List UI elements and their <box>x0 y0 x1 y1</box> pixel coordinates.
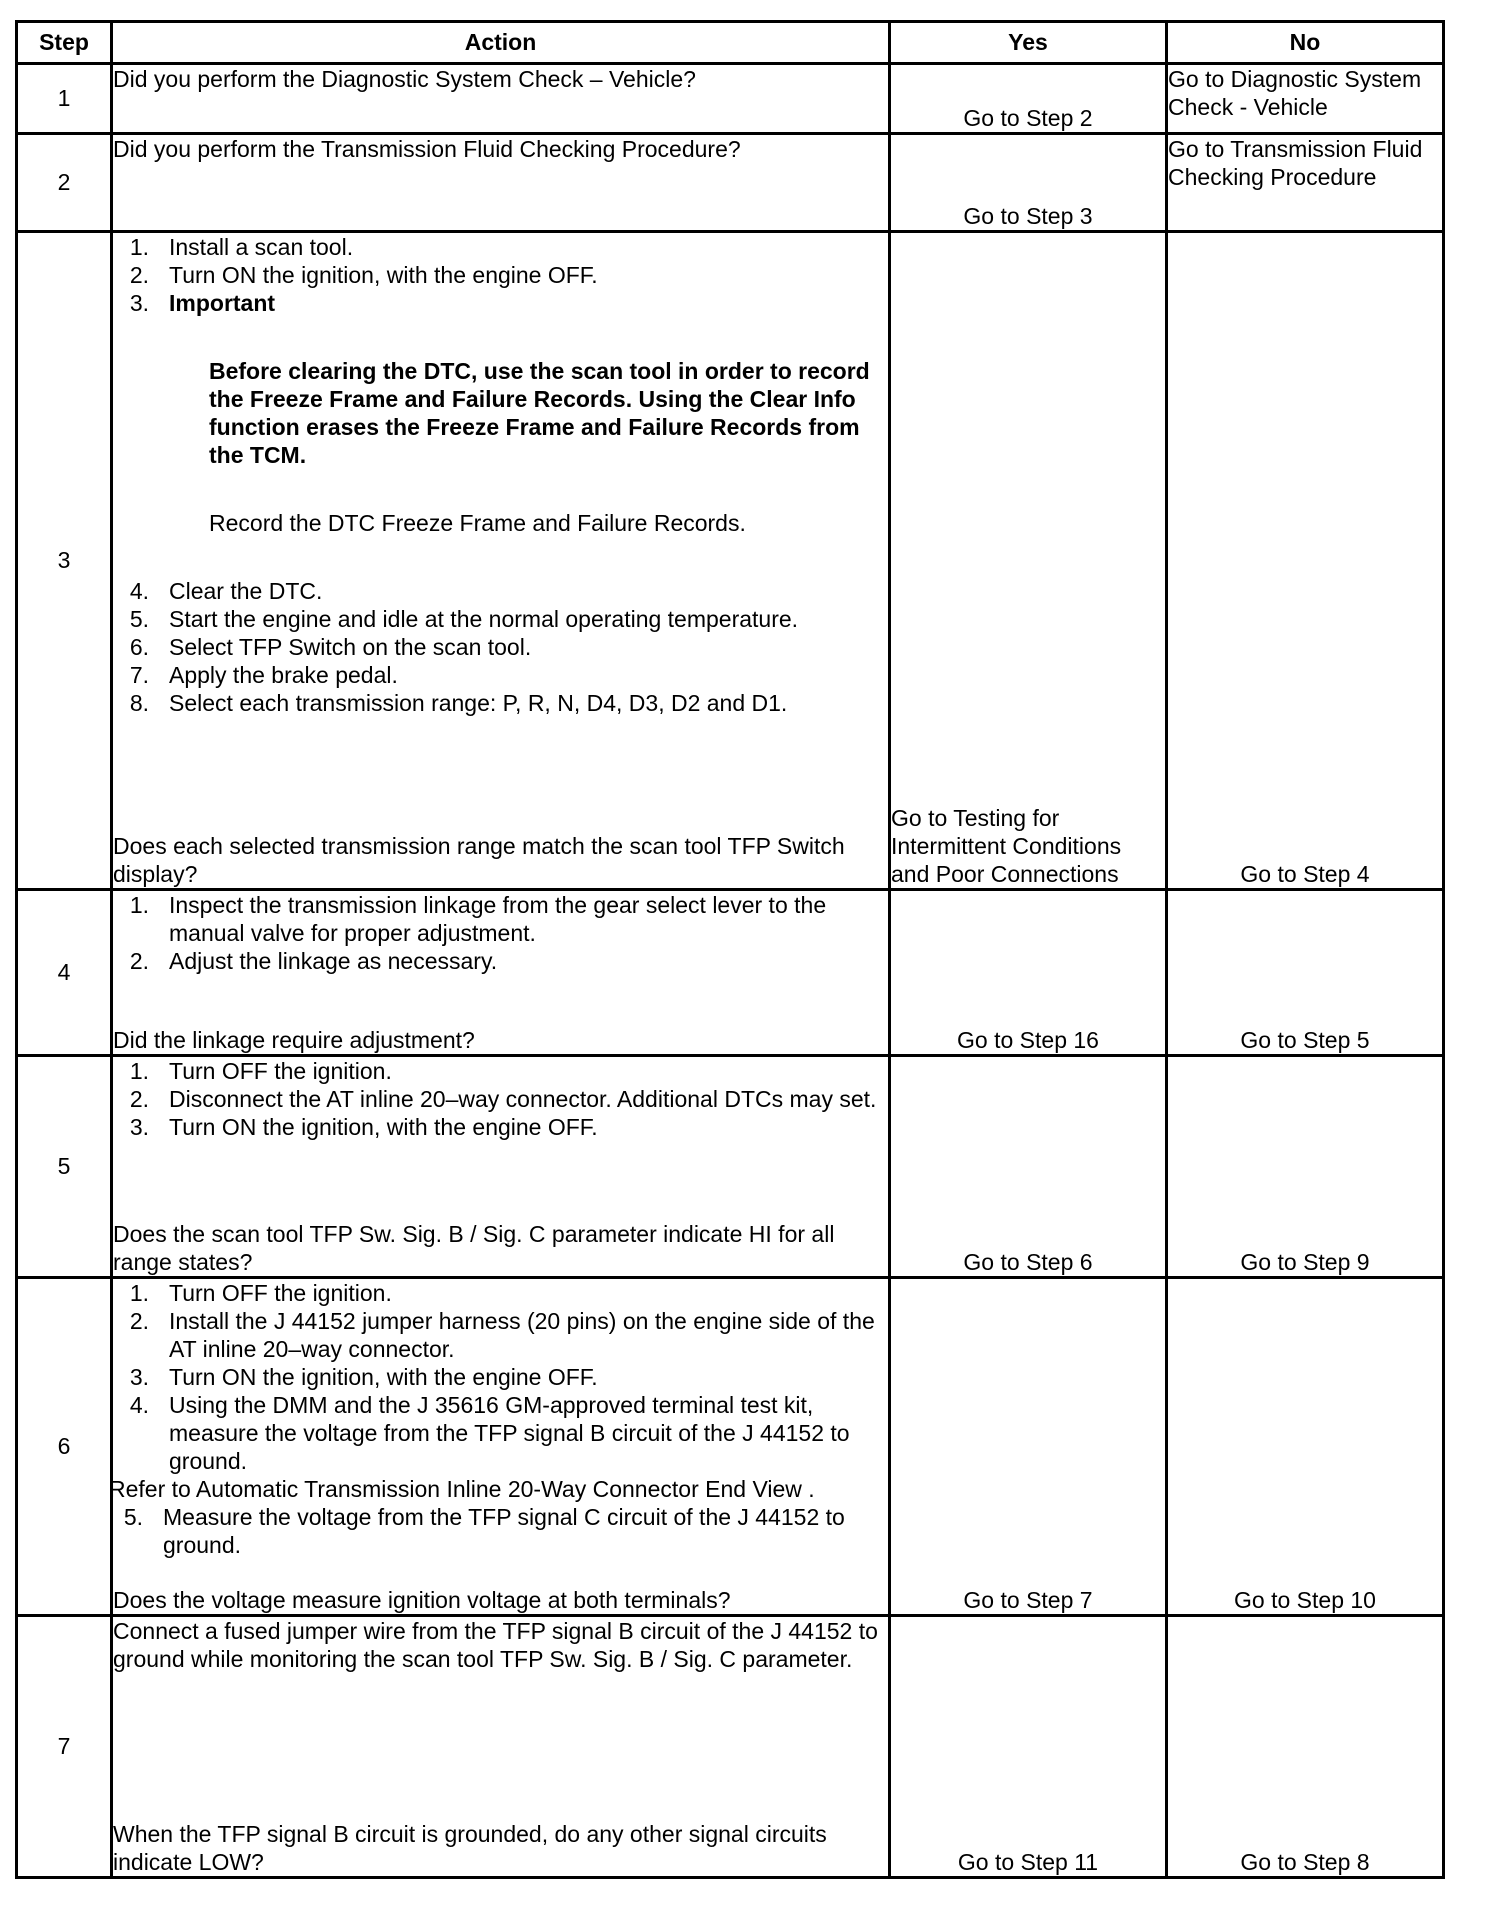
yes-cell: Go to Step 2 <box>890 64 1167 134</box>
header-action: Action <box>112 22 890 64</box>
action-cell <box>112 134 890 232</box>
action-steps <box>113 1279 888 1475</box>
action-steps <box>113 1057 888 1141</box>
action-cell <box>112 1056 890 1278</box>
yes-cell: Go to Step 7 <box>890 1278 1167 1616</box>
action-question: Does each selected transmission range match the scan tool TFP Switch display? <box>113 833 845 887</box>
action-question: Did you perform the Diagnostic System Check – Vehicle? <box>113 66 696 92</box>
refer-link-text: Refer to Automatic Transmission Inline 20-Way Connector End View . <box>109 1476 815 1502</box>
list-item: 3. Important <box>113 289 888 317</box>
important-label: Important <box>169 290 276 316</box>
list-item: 2. Disconnect the AT inline 20–way connector. Additional DTCs may set. <box>129 1086 877 1112</box>
table-row-step-4 <box>17 890 1444 1056</box>
no-cell: Go to Step 9 <box>1167 1056 1444 1278</box>
yes-cell: Go to Step 6 <box>890 1056 1167 1278</box>
step-number: 4 <box>17 890 112 1056</box>
yes-cell: Go to Step 11 <box>890 1616 1167 1878</box>
list-item: 2. Install the J 44152 jumper harness (20 pins) on the engine side of the AT inline 20–way connector. <box>129 1308 875 1362</box>
no-cell: Go to Step 5 <box>1167 890 1444 1056</box>
action-steps-continued <box>113 577 888 717</box>
list-item: 7. Apply the brake pedal. <box>129 662 398 688</box>
list-item: 1. Install a scan tool. <box>129 234 354 260</box>
action-steps <box>113 891 888 975</box>
yes-cell: Go to Step 16 <box>890 890 1167 1056</box>
header-no: No <box>1167 22 1444 64</box>
step-number: 6 <box>17 1278 112 1616</box>
list-item: 1. Turn OFF the ignition. <box>129 1280 392 1306</box>
table-row-step-5 <box>17 1056 1444 1278</box>
diagnostic-table <box>15 20 1445 1879</box>
table-row-step-2 <box>17 134 1444 232</box>
table-row-step-3 <box>17 232 1444 890</box>
step-number: 5 <box>17 1056 112 1278</box>
action-intro: Connect a fused jumper wire from the TFP signal B circuit of the J 44152 to ground while monitoring the scan tool TFP Sw. Sig. B / Sig. C parameter. <box>113 1618 878 1672</box>
yes-cell: Go to Step 3 <box>890 134 1167 232</box>
list-item: 5. Measure the voltage from the TFP signal C circuit of the J 44152 to ground. <box>123 1504 845 1558</box>
header-row <box>17 22 1444 64</box>
action-question: Did the linkage require adjustment? <box>113 1027 475 1053</box>
list-item: 8. Select each transmission range: P, R, N, D4, D3, D2 and D1. <box>129 690 788 716</box>
action-steps-continued <box>113 1503 888 1559</box>
action-cell <box>109 1278 890 1616</box>
no-cell: Go to Diagnostic System Check - Vehicle <box>1167 64 1444 134</box>
no-cell: Go to Step 8 <box>1167 1616 1444 1878</box>
table-row-step-1 <box>17 64 1444 134</box>
action-question: Did you perform the Transmission Fluid Checking Procedure? <box>113 136 741 162</box>
step-number: 3 <box>17 232 112 890</box>
header-yes: Yes <box>890 22 1167 64</box>
list-item: 3. Turn ON the ignition, with the engine OFF. <box>129 1364 598 1390</box>
header-step: Step <box>17 22 112 64</box>
step-number: 2 <box>17 134 112 232</box>
action-question: When the TFP signal B circuit is grounded, do any other signal circuits indicate LOW? <box>113 1821 827 1875</box>
action-question: Does the scan tool TFP Sw. Sig. B / Sig. C parameter indicate HI for all range states? <box>113 1221 835 1275</box>
no-cell: Go to Step 10 <box>1167 1278 1444 1616</box>
step-number: 7 <box>17 1616 112 1878</box>
record-instruction: Record the DTC Freeze Frame and Failure Records. <box>209 510 746 536</box>
list-item: 1. Inspect the transmission linkage from the gear select lever to the manual valve for proper adjustment. <box>129 892 827 946</box>
list-item: 5. Start the engine and idle at the normal operating temperature. <box>129 606 799 632</box>
list-item: 2. Adjust the linkage as necessary. <box>129 948 498 974</box>
list-item: 2. Turn ON the ignition, with the engine OFF. <box>129 262 598 288</box>
list-item: 3. Turn ON the ignition, with the engine OFF. <box>129 1114 598 1140</box>
action-cell <box>112 890 890 1056</box>
list-item: 4. Using the DMM and the J 35616 GM-approved terminal test kit, measure the voltage from the TFP signal B circuit of the J 44152 to ground. <box>129 1392 850 1474</box>
list-item: 1. Turn OFF the ignition. <box>129 1058 392 1084</box>
action-steps <box>113 233 888 317</box>
table-row-step-7 <box>17 1616 1444 1878</box>
action-cell <box>112 64 890 134</box>
table-row-step-6 <box>17 1278 1444 1616</box>
action-cell <box>112 232 890 890</box>
list-item: 6. Select TFP Switch on the scan tool. <box>129 634 532 660</box>
no-cell: Go to Step 4 <box>1167 232 1444 890</box>
step-number: 1 <box>17 64 112 134</box>
important-note: Before clearing the DTC, use the scan tool in order to record the Freeze Frame and Failure Records. Using the Clear Info function erases the Freeze Frame and Failure Records from the TCM. <box>209 358 870 468</box>
yes-cell: Go to Testing for Intermittent Conditions and Poor Connections <box>890 232 1167 890</box>
list-item: 4. Clear the DTC. <box>129 578 323 604</box>
action-cell <box>112 1616 890 1878</box>
no-cell: Go to Transmission Fluid Checking Procedure <box>1167 134 1444 232</box>
action-question: Does the voltage measure ignition voltage at both terminals? <box>113 1587 731 1613</box>
